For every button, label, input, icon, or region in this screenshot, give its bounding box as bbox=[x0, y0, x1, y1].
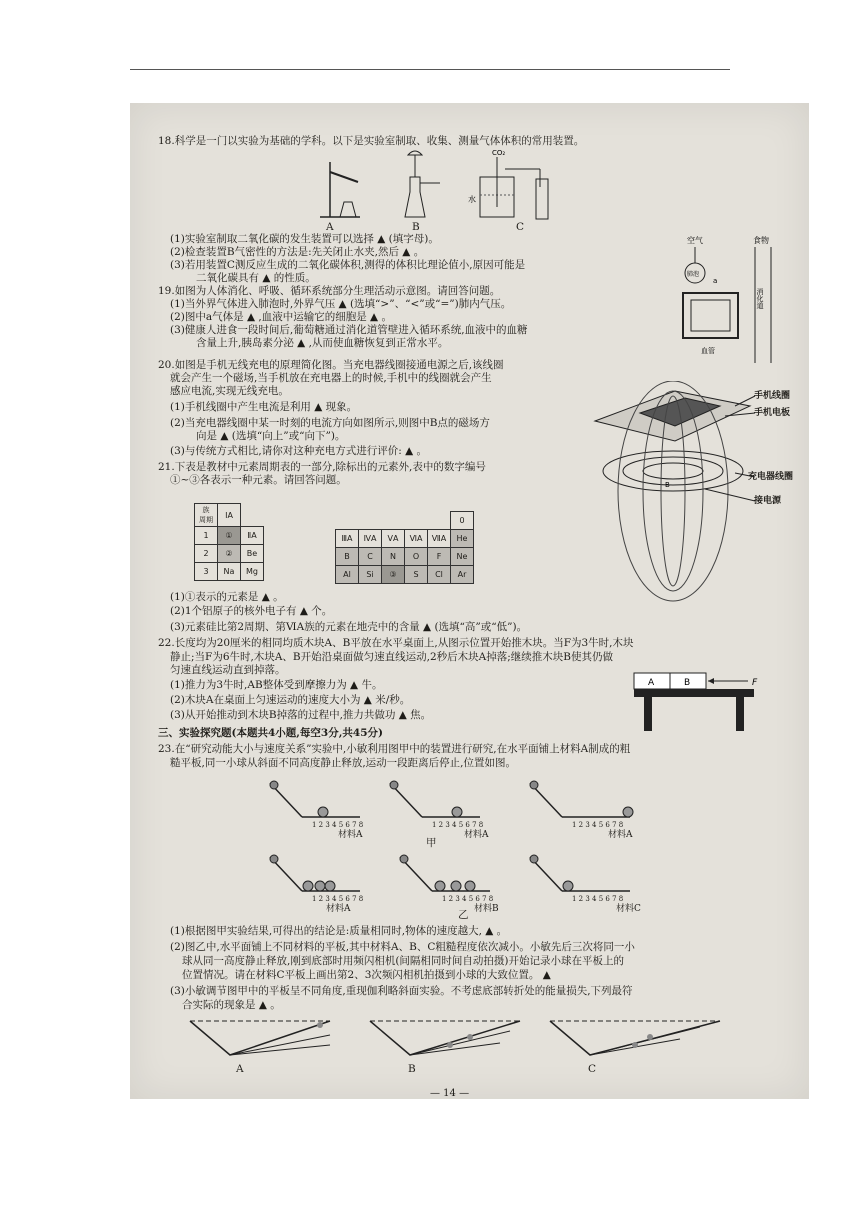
element-o: O bbox=[405, 548, 428, 566]
q23-part3a: (3)小敏调节图甲中的平板呈不同角度,重现伽利略斜面实验。不考虑底部转折处的能量损失,下列最符 bbox=[170, 985, 633, 997]
water-label: 水 bbox=[468, 195, 476, 204]
tract-label: 消化道 bbox=[756, 288, 764, 309]
yi-ramp-2 bbox=[400, 855, 490, 891]
element-be: Be bbox=[241, 545, 264, 563]
vessel-label: 血管 bbox=[701, 347, 715, 355]
q20-part3: (3)与传统方式相比,请你对这种充电方式进行评价: ▲ 。 bbox=[170, 445, 427, 457]
element-al: Al bbox=[336, 566, 359, 584]
q18-label-c: C bbox=[516, 221, 525, 233]
q18-label-b: B bbox=[412, 221, 420, 233]
period-2: 2 bbox=[195, 545, 218, 563]
q20-stem1: 20.如图是手机无线充电的原理简化图。当充电器线圈接通电源之后,该线圈 bbox=[158, 359, 504, 371]
q21-part1: (1)①表示的元素是 ▲ 。 bbox=[170, 591, 284, 603]
yi-mat-b: 材料B bbox=[474, 904, 499, 914]
jia-ramp-1 bbox=[270, 781, 360, 817]
option-c-label: C bbox=[588, 1063, 597, 1075]
element-ne: Ne bbox=[451, 548, 474, 566]
period-3: 3 bbox=[195, 563, 218, 581]
phone-board-label: 手机电板 bbox=[754, 408, 791, 418]
q20-part2a: (2)当充电器线圈中某一时刻的电流方向如图所示,则图中B点的磁场方 bbox=[170, 417, 490, 429]
q18-part1: (1)实验室制取二氧化碳的发生装置可以选择 ▲ (填字母)。 bbox=[170, 233, 439, 245]
group-viia: ⅦA bbox=[428, 530, 451, 548]
q18-apparatus-figure bbox=[300, 147, 600, 227]
q22-stem1: 22.长度均为20厘米的相同均质木块A、B平放在水平桌面上,从图示位置开始推木块。当F为3牛时,木块 bbox=[158, 637, 634, 649]
air-label: 空气 bbox=[687, 236, 703, 245]
q22-blocks-figure bbox=[630, 671, 790, 733]
group-iva: ⅣA bbox=[359, 530, 382, 548]
q23-part1: (1)根据图甲实验结果,可得出的结论是:质量相同时,物体的速度越大, ▲ 。 bbox=[170, 925, 508, 937]
q22-stem3: 匀速直线运动直到掉落。 bbox=[170, 664, 286, 676]
jia-mat-a-2: 材料A bbox=[464, 830, 489, 840]
jia-ramp-2 bbox=[390, 781, 480, 817]
option-b-figure bbox=[370, 1021, 520, 1055]
block-b-label: B bbox=[684, 678, 691, 688]
q23-part2b: 球从同一高度静止释放,刚到底部时用频闪相机(间隔相同时间自动拍摄)开始记录小球在平板上的 bbox=[182, 955, 625, 967]
yi-mat-c: 材料C bbox=[616, 904, 641, 914]
q23-part2a: (2)图乙中,水平面铺上不同材料的平板,其中材料A、B、C粗糙程度依次减小。小敏先后三次将同一小 bbox=[170, 941, 635, 953]
element-c: C bbox=[359, 548, 382, 566]
group-va: ⅤA bbox=[382, 530, 405, 548]
option-b-label: B bbox=[408, 1063, 416, 1075]
q19-organ-figure bbox=[675, 233, 785, 368]
yi-ticks-1: 1 2 3 4 5 6 7 8 bbox=[312, 895, 364, 903]
element-si: Si bbox=[359, 566, 382, 584]
yi-ticks-3: 1 2 3 4 5 6 7 8 bbox=[572, 895, 624, 903]
q23-option-figures bbox=[180, 1015, 760, 1075]
q21-part3: (3)元素硅比第2周期、第ⅥA族的元素在地壳中的含量 ▲ (选填“高”或“低”)。 bbox=[170, 621, 528, 633]
q22-stem2: 静止;当F为6牛时,木块A、B开始沿桌面做匀速直线运动,2秒后木块A掉落;继续推木块B使其仍做 bbox=[170, 651, 613, 663]
q19-part3a: (3)健康人进食一段时间后,葡萄糖通过消化道管壁进入循环系统,血液中的血糖 bbox=[170, 324, 528, 336]
periodic-table-left bbox=[194, 503, 264, 581]
element-ar: Ar bbox=[451, 566, 474, 584]
period-1: 1 bbox=[195, 527, 218, 545]
element-na: Na bbox=[218, 563, 241, 581]
q21-part2: (2)1个铝原子的核外电子有 ▲ 个。 bbox=[170, 605, 333, 617]
header-rule bbox=[130, 69, 730, 70]
periodic-table-right bbox=[335, 511, 474, 584]
q23-stem1: 23.在“研究动能大小与速度关系”实验中,小敏利用图甲中的装置进行研究,在水平面铺上材料A制成的粗 bbox=[158, 743, 631, 755]
q20-stem3: 感应电流,实现无线充电。 bbox=[170, 385, 289, 397]
element-cl: Cl bbox=[428, 566, 451, 584]
q18-part3b: 二氧化碳具有 ▲ 的性质。 bbox=[196, 272, 316, 284]
page-number: — 14 — bbox=[430, 1088, 470, 1099]
q19-part3b: 含量上升,胰岛素分泌 ▲ ,从而使血糖恢复到正常水平。 bbox=[196, 337, 449, 349]
food-label: 食物 bbox=[753, 236, 769, 245]
jia-mat-a-1: 材料A bbox=[338, 830, 363, 840]
q18-part2: (2)检查装置B气密性的方法是:先关闭止水夹,然后 ▲ 。 bbox=[170, 246, 425, 258]
gas-a-label: a bbox=[713, 277, 718, 285]
group-iia-header: ⅡA bbox=[241, 527, 264, 545]
element-he: He bbox=[451, 530, 474, 548]
q23-part2c: 位置情况。请在材料C平板上画出第2、3次频闪相机拍摄到小球的大致位置。 ▲ bbox=[182, 969, 551, 981]
yi-ticks-2: 1 2 3 4 5 6 7 8 bbox=[442, 895, 494, 903]
option-a-figure bbox=[190, 1021, 330, 1055]
q20-part1: (1)手机线圈中产生电流是利用 ▲ 现象。 bbox=[170, 401, 358, 413]
element-n: N bbox=[382, 548, 405, 566]
q19-stem: 19.如图为人体消化、呼吸、循环系统部分生理活动示意图。请回答问题。 bbox=[158, 285, 501, 297]
q20-part2b: 向是 ▲ (选填“向上”或“向下”)。 bbox=[196, 430, 346, 442]
jia-ticks-2: 1 2 3 4 5 6 7 8 bbox=[432, 821, 484, 829]
element-1: ① bbox=[218, 527, 241, 545]
jia-ticks-3: 1 2 3 4 5 6 7 8 bbox=[572, 821, 624, 829]
section3-heading: 三、实验探究题(本题共4小题,每空3分,共45分) bbox=[158, 727, 383, 739]
exam-sheet bbox=[130, 103, 809, 1099]
q19-part1: (1)当外界气体进入肺泡时,外界气压 ▲ (选填“>”、“<”或“=”)肺内气压。 bbox=[170, 298, 512, 310]
jia-caption: 甲 bbox=[426, 837, 437, 849]
q21-stem1: 21.下表是教材中元素周期表的一部分,除标出的元素外,表中的数字编号 bbox=[158, 461, 486, 473]
yi-ramp-3 bbox=[530, 855, 630, 891]
element-s: S bbox=[405, 566, 428, 584]
q19-part2: (2)图中a气体是 ▲ ,血液中运输它的细胞是 ▲ 。 bbox=[170, 311, 392, 323]
q22-part2: (2)木块A在桌面上匀速运动的速度大小为 ▲ 米/秒。 bbox=[170, 694, 411, 706]
option-a-label: A bbox=[236, 1063, 244, 1075]
element-f: F bbox=[428, 548, 451, 566]
yi-caption: 乙 bbox=[458, 909, 469, 921]
option-c-figure bbox=[550, 1021, 720, 1055]
q21-stem2: ①~③各表示一种元素。请回答问题。 bbox=[170, 474, 347, 486]
jia-mat-a-3: 材料A bbox=[608, 830, 633, 840]
point-b-label: B bbox=[665, 481, 670, 489]
element-b: B bbox=[336, 548, 359, 566]
q22-part1: (1)推力为3牛时,AB整体受到摩擦力为 ▲ 牛。 bbox=[170, 679, 383, 691]
jia-ticks-1: 1 2 3 4 5 6 7 8 bbox=[312, 821, 364, 829]
element-2: ② bbox=[218, 545, 241, 563]
co2-label: CO₂ bbox=[492, 149, 506, 157]
table-corner: 族 周期 bbox=[195, 504, 218, 527]
element-mg: Mg bbox=[241, 563, 264, 581]
q18-stem: 18.科学是一门以实验为基础的学科。以下是实验室制取、收集、测量气体体积的常用装置。 bbox=[158, 135, 585, 147]
jia-ramp-3 bbox=[530, 781, 633, 817]
element-3: ③ bbox=[382, 566, 405, 584]
group-via: ⅥA bbox=[405, 530, 428, 548]
block-a-label: A bbox=[648, 678, 655, 688]
q23-stem2: 糙平板,同一小球从斜面不同高度静止释放,运动一段距离后停止,位置如图。 bbox=[170, 757, 517, 769]
lung-label: 肺泡 bbox=[687, 271, 700, 278]
group-iiia: ⅢA bbox=[336, 530, 359, 548]
power-label: 接电源 bbox=[754, 496, 782, 506]
force-f-label: F bbox=[752, 678, 758, 688]
q20-stem2: 就会产生一个磁场,当手机放在充电器上的时候,手机中的线圈就会产生 bbox=[170, 372, 492, 384]
group-ia-header: ⅠA bbox=[218, 504, 241, 527]
q18-part3a: (3)若用装置C测反应生成的二氧化碳体积,测得的体积比理论值小,原因可能是 bbox=[170, 259, 526, 271]
yi-ramp-1 bbox=[270, 855, 360, 891]
yi-mat-a: 材料A bbox=[326, 904, 351, 914]
q18-label-a: A bbox=[326, 221, 334, 233]
q23-part3b: 合实际的现象是 ▲ 。 bbox=[182, 999, 281, 1011]
q22-part3: (3)从开始推动到木块B掉落的过程中,推力共做功 ▲ 焦。 bbox=[170, 709, 432, 721]
phone-coil-label: 手机线圈 bbox=[754, 391, 791, 401]
group-0-header: 0 bbox=[451, 512, 474, 530]
charger-coil-label: 充电器线圈 bbox=[748, 472, 794, 482]
